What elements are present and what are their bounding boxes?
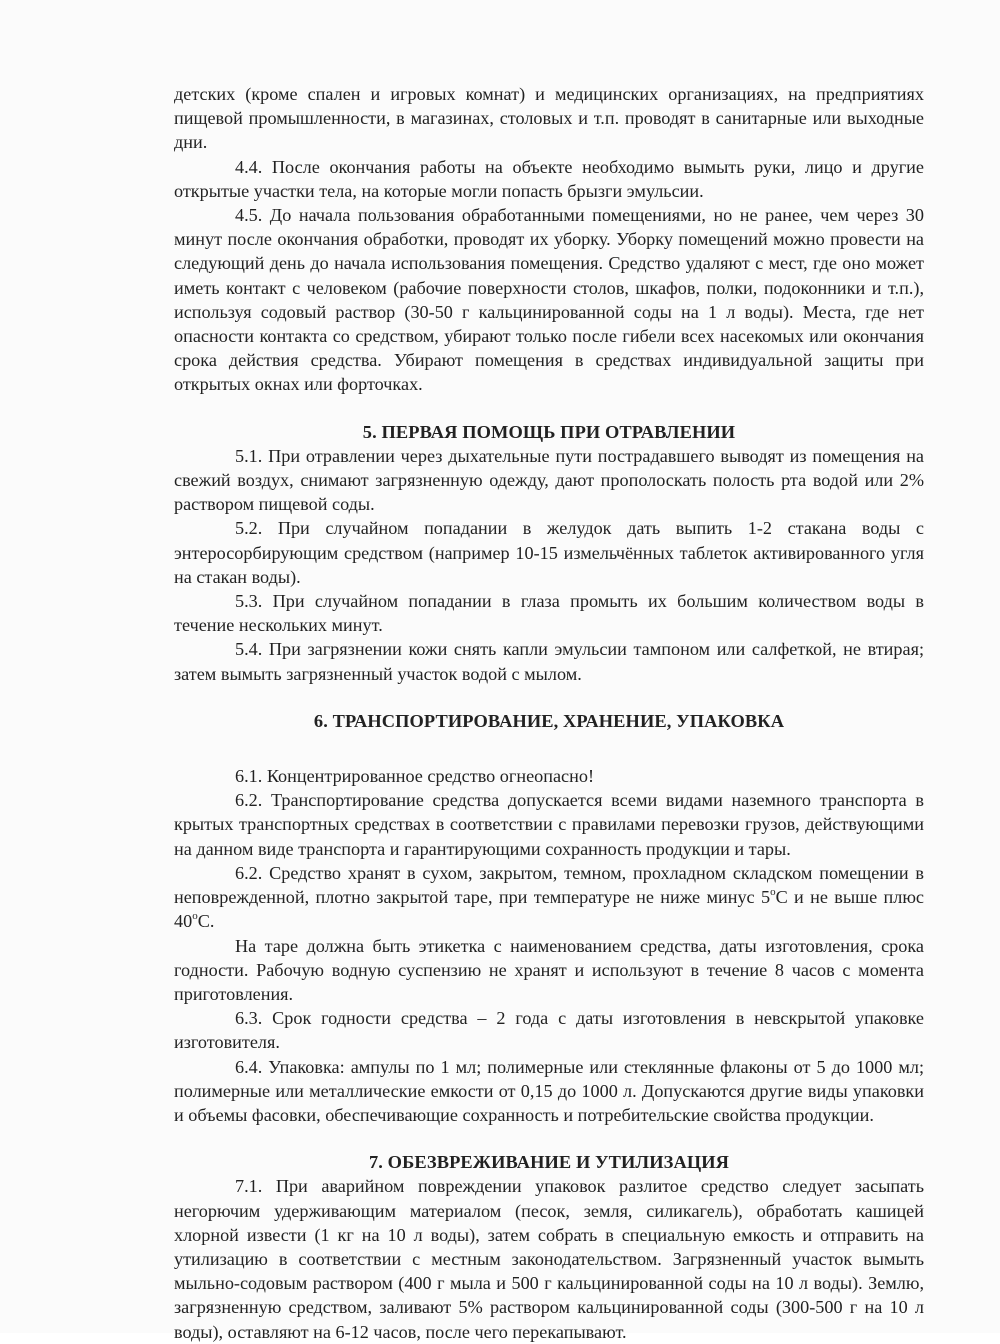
paragraph-6-3: 6.3. Срок годности средства – 2 года с даты изготовления в невскрытой упаковке изготовителя. bbox=[174, 1008, 924, 1053]
paragraph-7-1: 7.1. При аварийном повреждении упаковок разлитое средство следует засыпать негорючим удерживающим материалом (песок, земля, силикагель), обработать кашицей хлорной извести (1 кг на 10 л воды), затем собрать в специальную емкость и отправить на утилизацию в соответствии с местным законодательством. Загрязненный участок вымыть мыльно-содовым раствором (400 г мыла и 500 г кальцинированной соды на 10 л воды). Землю, загрязненную средством, заливают 5% раствором кальцинированной соды (300-500 г на 10 л воды), оставляют на 6-12 часов, после чего перекапывают. bbox=[174, 1176, 924, 1342]
storage-text-part3: С. bbox=[197, 911, 215, 932]
paragraph-6-1: 6.1. Концентрированное средство огнеопасно! bbox=[235, 766, 595, 787]
degree-mark: о bbox=[192, 910, 198, 923]
paragraph-6-label: На таре должна быть этикетка с наименованием средства, даты изготовления, срока годности. Рабочую водную суспензию не хранят и используют в течение 8 часов с момента приготовления. bbox=[174, 935, 924, 1004]
storage-text-part2: С и не выше плюс 40 bbox=[174, 887, 925, 932]
storage-text-part1: 6.2. Средство хранят в сухом, закрытом, темном, прохладном складском помещении в неповрежденной, плотно закрытой таре, при температуре не ниже минус 5 bbox=[174, 862, 924, 908]
paragraph-4-4: 4.4. После окончания работы на объекте необходимо вымыть руки, лицо и другие открытые участки тела, на которые могли попасть брызги эмульсии. bbox=[174, 156, 924, 201]
paragraph-6-2-transport: 6.2. Транспортирование средства допускается всеми видами наземного транспорта в крытых транспортных средствах в соответствии с правилами перевозки грузов, действующими на данном виде транспорта и гарантирующими сохранность продукции и тары. bbox=[174, 790, 924, 859]
section-6-heading: 6. ТРАНСПОРТИРОВАНИЕ, ХРАНЕНИЕ, УПАКОВКА bbox=[313, 710, 785, 731]
paragraph-6-2-storage bbox=[174, 861, 924, 934]
section-5-heading: 5. ПЕРВАЯ ПОМОЩЬ ПРИ ОТРАВЛЕНИИ bbox=[362, 421, 736, 442]
paragraph-5-1: 5.1. При отравлении через дыхательные пути пострадавшего выводят из помещения на свежий воздух, снимают загрязненную одежду, дают прополоскать полость рта водой или 2% раствором пищевой соды. bbox=[174, 445, 924, 515]
paragraph-4-5: 4.5. До начала пользования обработанными помещениями, но не ранее, чем через 30 минут после окончания обработки, проводят их уборку. Уборку помещений можно провести на следующий день до начала использования помещения. Средство удаляют с мест, где оно может иметь контакт с человеком (рабочие поверхности столов, шкафов, полки, подоконники и т.п.), используя содовый раствор (30-50 г кальцинированной соды на 1 л воды). Места, где нет опасности контакта со средством, убирают только после гибели всех насекомых или окончания срока действия средства. Убирают помещения в средствах индивидуальной защиты при открытых окнах или форточках. bbox=[174, 205, 924, 395]
paragraph-5-3: 5.3. При случайном попадании в глаза промыть их большим количеством воды в течение нескольких минут. bbox=[174, 591, 924, 636]
paragraph-5-4: 5.4. При загрязнении кожи снять капли эмульсии тампоном или салфеткой, не втирая; затем вымыть загрязненный участок водой с мылом. bbox=[174, 639, 924, 684]
paragraph-6-4: 6.4. Упаковка: ампулы по 1 мл; полимерные или стеклянные флаконы от 5 до 1000 мл; полимерные или металлические емкости от 0,15 до 1000 л. Допускаются другие виды упаковки и объемы фасовки, обеспечивающие сохранность и потребительские свойства продукции. bbox=[174, 1056, 924, 1125]
paragraph-4-3-continuation: детских (кроме спален и игровых комнат) и медицинских организациях, на предприятиях пищевой промышленности, в магазинах, столовых и т.п. проводят в санитарные или выходные дни. bbox=[174, 84, 924, 153]
section-7-heading: 7. ОБЕЗВРЕЖИВАНИЕ И УТИЛИЗАЦИЯ bbox=[368, 1152, 730, 1173]
paragraph-5-2: 5.2. При случайном попадании в желудок дать выпить 1-2 стакана воды с энтеросорбирующим средством (например 10-15 измельчённых таблеток активированного угля на стакан воды). bbox=[174, 518, 924, 587]
degree-mark: о bbox=[770, 886, 776, 899]
